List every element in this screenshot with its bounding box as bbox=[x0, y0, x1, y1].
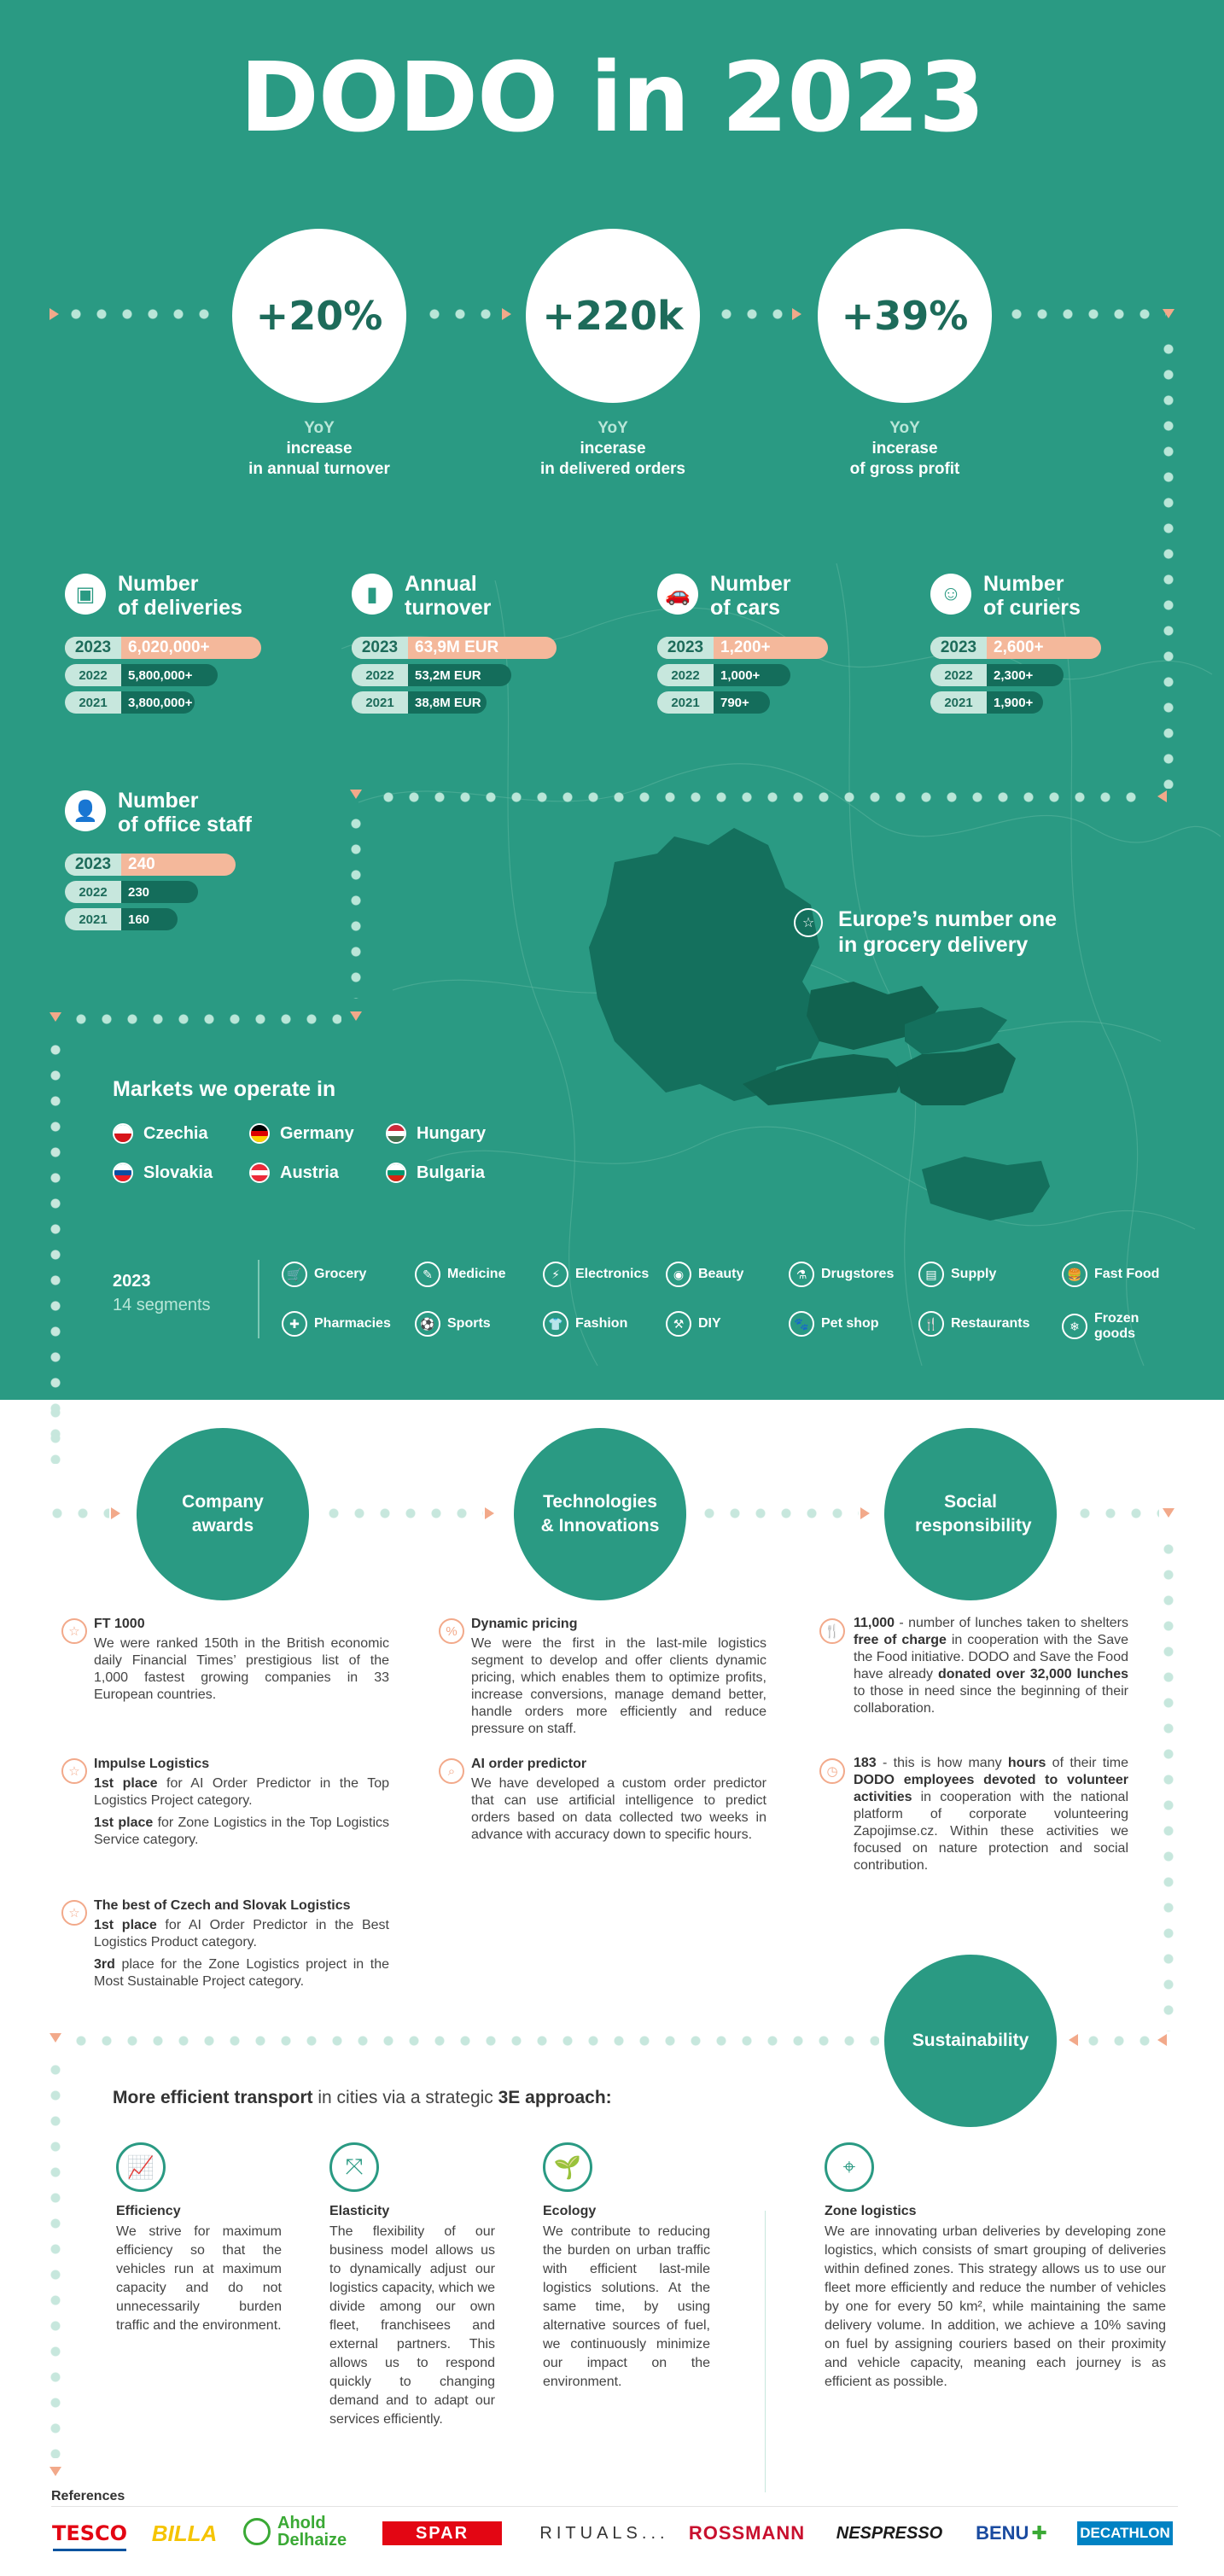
segment-supply: ▤ Supply bbox=[918, 1262, 996, 1287]
segments-year: 2023 bbox=[113, 1272, 151, 1291]
pillar-sustainability: Sustainability bbox=[884, 1955, 1057, 2127]
dotted-connector bbox=[1163, 336, 1174, 789]
tech-title: Dynamic pricing bbox=[471, 1617, 578, 1631]
tech-text: We have developed a custom order predictor that can use artificial intelligence to predict orders based on data collected two weeks in advance with accuracy down to specific hours. bbox=[471, 1776, 766, 1842]
logo-ahold-delhaize: Ahold Delhaize bbox=[239, 2509, 358, 2554]
segment-restaurants: 🍴 Restaurants bbox=[918, 1311, 1029, 1337]
tech-title: AI order predictor bbox=[471, 1757, 587, 1771]
sustain-item-title: Elasticity bbox=[329, 2204, 390, 2218]
pillar-social: Social responsibility bbox=[884, 1428, 1057, 1600]
award-text: We were ranked 150th in the British economic daily Financial Times’ prestigious list of the 1,000 fastest growing companies in 33 European countries. bbox=[94, 1636, 389, 1702]
arrow-left-icon bbox=[1157, 790, 1167, 802]
logo-rituals: RITUALS... bbox=[539, 2523, 669, 2543]
stat-title: Number of cars bbox=[710, 572, 791, 620]
dotted-connector bbox=[50, 1400, 61, 1460]
stat-row-2023: 2023 63,9M EUR bbox=[352, 637, 557, 659]
tech-text: We were the first in the last-mile logistics segment to develop and offer clients dynamic pricing, which enables them to optimize profits, increase conversions, manage demand better, handle orders more efficiently and reduce pressure on staff. bbox=[471, 1636, 766, 1736]
stat-row-2022: 2022 230 bbox=[65, 881, 198, 903]
stat-row-2023: 2023 6,020,000+ bbox=[65, 637, 261, 659]
logo-billa: BILLA bbox=[151, 2520, 218, 2546]
page-title: DODO in 2023 bbox=[239, 43, 985, 154]
dotted-connector bbox=[714, 309, 790, 319]
logo-tesco: TESCO bbox=[53, 2518, 126, 2551]
segment-diy: ⚒ DIY bbox=[666, 1311, 721, 1337]
segment-icon: 🍴 bbox=[918, 1311, 944, 1337]
arrow-down-icon bbox=[350, 790, 362, 799]
dotted-connector bbox=[422, 309, 498, 319]
sustain-item-text: We are innovating urban deliveries by developing zone logistics, which consists of smart grouping of deliveries within defined zones. This strategy allows us to use our fleet more efficiently and reduce the number of vehicles by one for every 50 km², while maintaining the same delivery volume. In addition, we achieve a 10% saving on fuel by assigning couriers based on their proximity and vehicle capacity, meaning each journey is as efficient as possible. bbox=[825, 2224, 1166, 2389]
stat-title: Number of curiers bbox=[983, 572, 1081, 620]
segment-icon: 🛒 bbox=[282, 1262, 307, 1287]
stat-title: Annual turnover bbox=[405, 572, 492, 620]
map-bulgaria bbox=[922, 1157, 1050, 1221]
kpi-profit-circle: +39% bbox=[818, 229, 992, 403]
german-flag-icon bbox=[249, 1123, 270, 1144]
austrian-flag-icon bbox=[249, 1163, 270, 1183]
market-austria: Austria bbox=[249, 1163, 339, 1183]
kpi-turnover-circle: +20% bbox=[232, 229, 406, 403]
dotted-connector bbox=[1163, 1536, 1174, 2031]
kpi-caption: YoY incerase of gross profit bbox=[849, 419, 960, 478]
dotted-connector bbox=[68, 2036, 879, 2046]
arrow-right-icon bbox=[485, 1507, 494, 1519]
market-hungary: Hungary bbox=[386, 1123, 486, 1144]
segment-icon: ▤ bbox=[918, 1262, 944, 1287]
stat-row-2023: 2023 2,600+ bbox=[930, 637, 1101, 659]
hungarian-flag-icon bbox=[386, 1123, 406, 1144]
segment-drugstores: ⚗ Drugstores bbox=[789, 1262, 894, 1287]
segment-electronics: ⚡ Electronics bbox=[543, 1262, 649, 1287]
slovak-flag-icon bbox=[113, 1163, 133, 1183]
award-text: 1st place for AI Order Predictor in the Top Logistics Project category. bbox=[94, 1776, 389, 1808]
pillar-awards: Company awards bbox=[137, 1428, 309, 1600]
map-hungary bbox=[896, 1043, 1016, 1105]
stat-row-2022: 2022 53,2M EUR bbox=[352, 664, 511, 686]
segment-icon: 🐾 bbox=[789, 1311, 814, 1337]
sustain-divider bbox=[765, 2211, 766, 2492]
stat-row-2021: 2021 3,800,000+ bbox=[65, 691, 195, 714]
arrow-right-icon bbox=[792, 308, 801, 320]
market-germany: Germany bbox=[249, 1123, 354, 1144]
stat-title: Number of deliveries bbox=[118, 572, 242, 620]
bulgarian-flag-icon bbox=[386, 1163, 406, 1183]
stat-row-2023: 2023 240 bbox=[65, 854, 236, 876]
segment-icon: ❄ bbox=[1062, 1314, 1087, 1339]
courier-icon: ☺ bbox=[930, 574, 971, 615]
star-icon: ☆ bbox=[61, 1618, 87, 1644]
sustain-item-text: We contribute to reducing the burden on urban traffic with efficient last-mile logistics solutions. At the same time, by using alternative sources of fuel, we continuously minimize our impact on the environment. bbox=[543, 2224, 710, 2389]
award-text: 1st place for AI Order Predictor in the Best Logistics Product category. bbox=[94, 1918, 390, 1949]
stat-row-2023: 2023 1,200+ bbox=[657, 637, 828, 659]
segment-icon: ⚡ bbox=[543, 1262, 568, 1287]
europe-claim: Europe’s number one in grocery delivery bbox=[838, 907, 1058, 957]
markets-title: Markets we operate in bbox=[113, 1077, 336, 1101]
segment-icon: ⚒ bbox=[666, 1311, 691, 1337]
arrow-down-icon bbox=[50, 2033, 61, 2043]
stat-row-2022: 2022 2,300+ bbox=[930, 664, 1064, 686]
car-icon: 🚗 bbox=[657, 574, 698, 615]
segments-count: 14 segments bbox=[113, 1296, 211, 1314]
award-title: The best of Czech and Slovak Logistics bbox=[94, 1898, 351, 1913]
segment-fast-food: 🍔 Fast Food bbox=[1062, 1262, 1159, 1287]
award-text: 3rd place for the Zone Logistics project in the Most Sustainable Project category. bbox=[94, 1957, 389, 1989]
references-title: References bbox=[51, 2489, 125, 2503]
europe-map bbox=[563, 811, 1093, 1238]
dotted-connector bbox=[697, 1508, 859, 1518]
clock-icon: ◷ bbox=[819, 1758, 845, 1784]
arrow-right-icon bbox=[111, 1507, 120, 1519]
award-title: Impulse Logistics bbox=[94, 1757, 210, 1771]
arrow-right-icon bbox=[860, 1507, 870, 1519]
sustain-item-text: The flexibility of our business model allows us to dynamically adjust our logistics capacity, which we divide among our own fleet, franchisees and external partners. This allows us to respond quickly to changing demand and to adapt our services efficiently. bbox=[329, 2224, 495, 2427]
segment-icon: ✎ bbox=[415, 1262, 440, 1287]
sustain-item-title: Zone logistics bbox=[825, 2204, 917, 2218]
logo-rossmann: ROSSMANN bbox=[688, 2522, 806, 2544]
market-bulgaria: Bulgaria bbox=[386, 1163, 485, 1183]
award-text: 1st place for Zone Logistics in the Top Logistics Service category. bbox=[94, 1815, 390, 1847]
stat-row-2022: 2022 1,000+ bbox=[657, 664, 790, 686]
logo-decathlon: DECATHLON bbox=[1077, 2521, 1173, 2545]
segment-icon: ⚽ bbox=[415, 1311, 440, 1337]
social-text: 183 - this is how many hours of their time DODO employees devoted to volunteer activities in cooperation with the national platform of corporate volunteering Zapojimse.cz. Within these activities we focused on nature protection and social contribution. bbox=[854, 1756, 1128, 1873]
segment-medicine: ✎ Medicine bbox=[415, 1262, 505, 1287]
arrow-right-icon bbox=[50, 308, 59, 320]
dotted-connector bbox=[68, 1014, 341, 1024]
arrow-down-icon bbox=[50, 1012, 61, 1022]
expand-icon: ⤧ bbox=[329, 2142, 379, 2192]
stat-row-2021: 2021 160 bbox=[65, 908, 178, 930]
map-germany bbox=[589, 828, 828, 1101]
arrow-left-icon bbox=[1157, 2034, 1167, 2046]
segment-frozen-goods: ❄ Frozen goods bbox=[1062, 1311, 1145, 1342]
award-title: FT 1000 bbox=[94, 1617, 145, 1631]
sustain-intro: More efficient transport in cities via a strategic 3E approach: bbox=[113, 2088, 612, 2107]
arrow-down-icon bbox=[350, 1011, 362, 1021]
star-icon: ☆ bbox=[61, 1758, 87, 1784]
dotted-connector bbox=[321, 1508, 483, 1518]
kpi-orders-circle: +220k bbox=[526, 229, 700, 403]
references-divider bbox=[51, 2506, 1178, 2507]
segment-icon: ⚗ bbox=[789, 1262, 814, 1287]
dotted-connector bbox=[63, 309, 222, 319]
sustain-item-title: Ecology bbox=[543, 2204, 597, 2218]
star-icon: ☆ bbox=[61, 1900, 87, 1926]
czech-flag-icon bbox=[113, 1123, 133, 1144]
segment-grocery: 🛒 Grocery bbox=[282, 1262, 366, 1287]
cross-icon: ✚ bbox=[1031, 2522, 1047, 2544]
market-slovakia: Slovakia bbox=[113, 1163, 213, 1183]
dotted-connector bbox=[44, 1508, 109, 1518]
logo-nespresso: NESPRESSO bbox=[836, 2523, 943, 2543]
dotted-connector bbox=[351, 811, 361, 999]
logo-benu: BENU ✚ bbox=[976, 2522, 1047, 2544]
stat-row-2021: 2021 1,900+ bbox=[930, 691, 1043, 714]
search-icon: ⌕ bbox=[439, 1758, 464, 1784]
dotted-connector bbox=[1004, 309, 1166, 319]
segment-icon: ✚ bbox=[282, 1311, 307, 1337]
box-icon: ▣ bbox=[65, 574, 106, 615]
segment-fashion: 👕 Fashion bbox=[543, 1311, 627, 1337]
growth-icon: 📈 bbox=[116, 2142, 166, 2192]
plant-icon: 🌱 bbox=[543, 2142, 592, 2192]
dotted-connector bbox=[1072, 1508, 1159, 1518]
segment-icon: 👕 bbox=[543, 1311, 568, 1337]
price-tag-icon: % bbox=[439, 1618, 464, 1644]
arrow-right-icon bbox=[502, 308, 511, 320]
arrow-down-icon bbox=[1163, 309, 1174, 318]
stat-title: Number of office staff bbox=[118, 789, 252, 836]
social-text: 11,000 - number of lunches taken to shelters free of charge in cooperation with the Save the Food initiative. DODO and Save the Food have already donated over 32,000 lunches to those in need since the beginning of their collaboration. bbox=[854, 1616, 1128, 1716]
zone-icon: ⌖ bbox=[825, 2142, 874, 2192]
kpi-caption: YoY increase in annual turnover bbox=[248, 419, 390, 478]
dotted-connector bbox=[376, 792, 1144, 802]
arrow-down-icon bbox=[50, 2467, 61, 2476]
arrow-down-icon bbox=[1163, 1508, 1174, 1518]
stat-row-2021: 2021 790+ bbox=[657, 691, 770, 714]
chart-icon: ▮ bbox=[352, 574, 393, 615]
segments-divider bbox=[258, 1260, 259, 1338]
logo-spar: SPAR bbox=[382, 2521, 502, 2545]
market-czechia: Czechia bbox=[113, 1123, 208, 1144]
cutlery-icon: 🍴 bbox=[819, 1618, 845, 1644]
dotted-connector bbox=[50, 2057, 61, 2458]
star-icon: ☆ bbox=[794, 908, 823, 937]
stat-row-2021: 2021 38,8M EUR bbox=[352, 691, 487, 714]
stat-row-2022: 2022 5,800,000+ bbox=[65, 664, 218, 686]
kpi-caption: YoY incerase in delivered orders bbox=[539, 419, 685, 478]
leaf-icon bbox=[243, 2518, 271, 2545]
person-icon: 👤 bbox=[65, 790, 106, 831]
segment-sports: ⚽ Sports bbox=[415, 1311, 491, 1337]
segment-pharmacies: ✚ Pharmacies bbox=[282, 1311, 391, 1337]
segment-pet-shop: 🐾 Pet shop bbox=[789, 1311, 879, 1337]
sustain-item-title: Efficiency bbox=[116, 2204, 181, 2218]
segment-icon: ◉ bbox=[666, 1262, 691, 1287]
pillar-technologies: Technologies & Innovations bbox=[514, 1428, 686, 1600]
segment-beauty: ◉ Beauty bbox=[666, 1262, 743, 1287]
arrow-left-icon bbox=[1069, 2034, 1078, 2046]
dotted-connector bbox=[1081, 2036, 1156, 2046]
sustain-item-text: We strive for maximum efficiency so that the vehicles run at maximum capacity and do not unnecessarily burden traffic and the environment. bbox=[116, 2224, 282, 2333]
segment-icon: 🍔 bbox=[1062, 1262, 1087, 1287]
